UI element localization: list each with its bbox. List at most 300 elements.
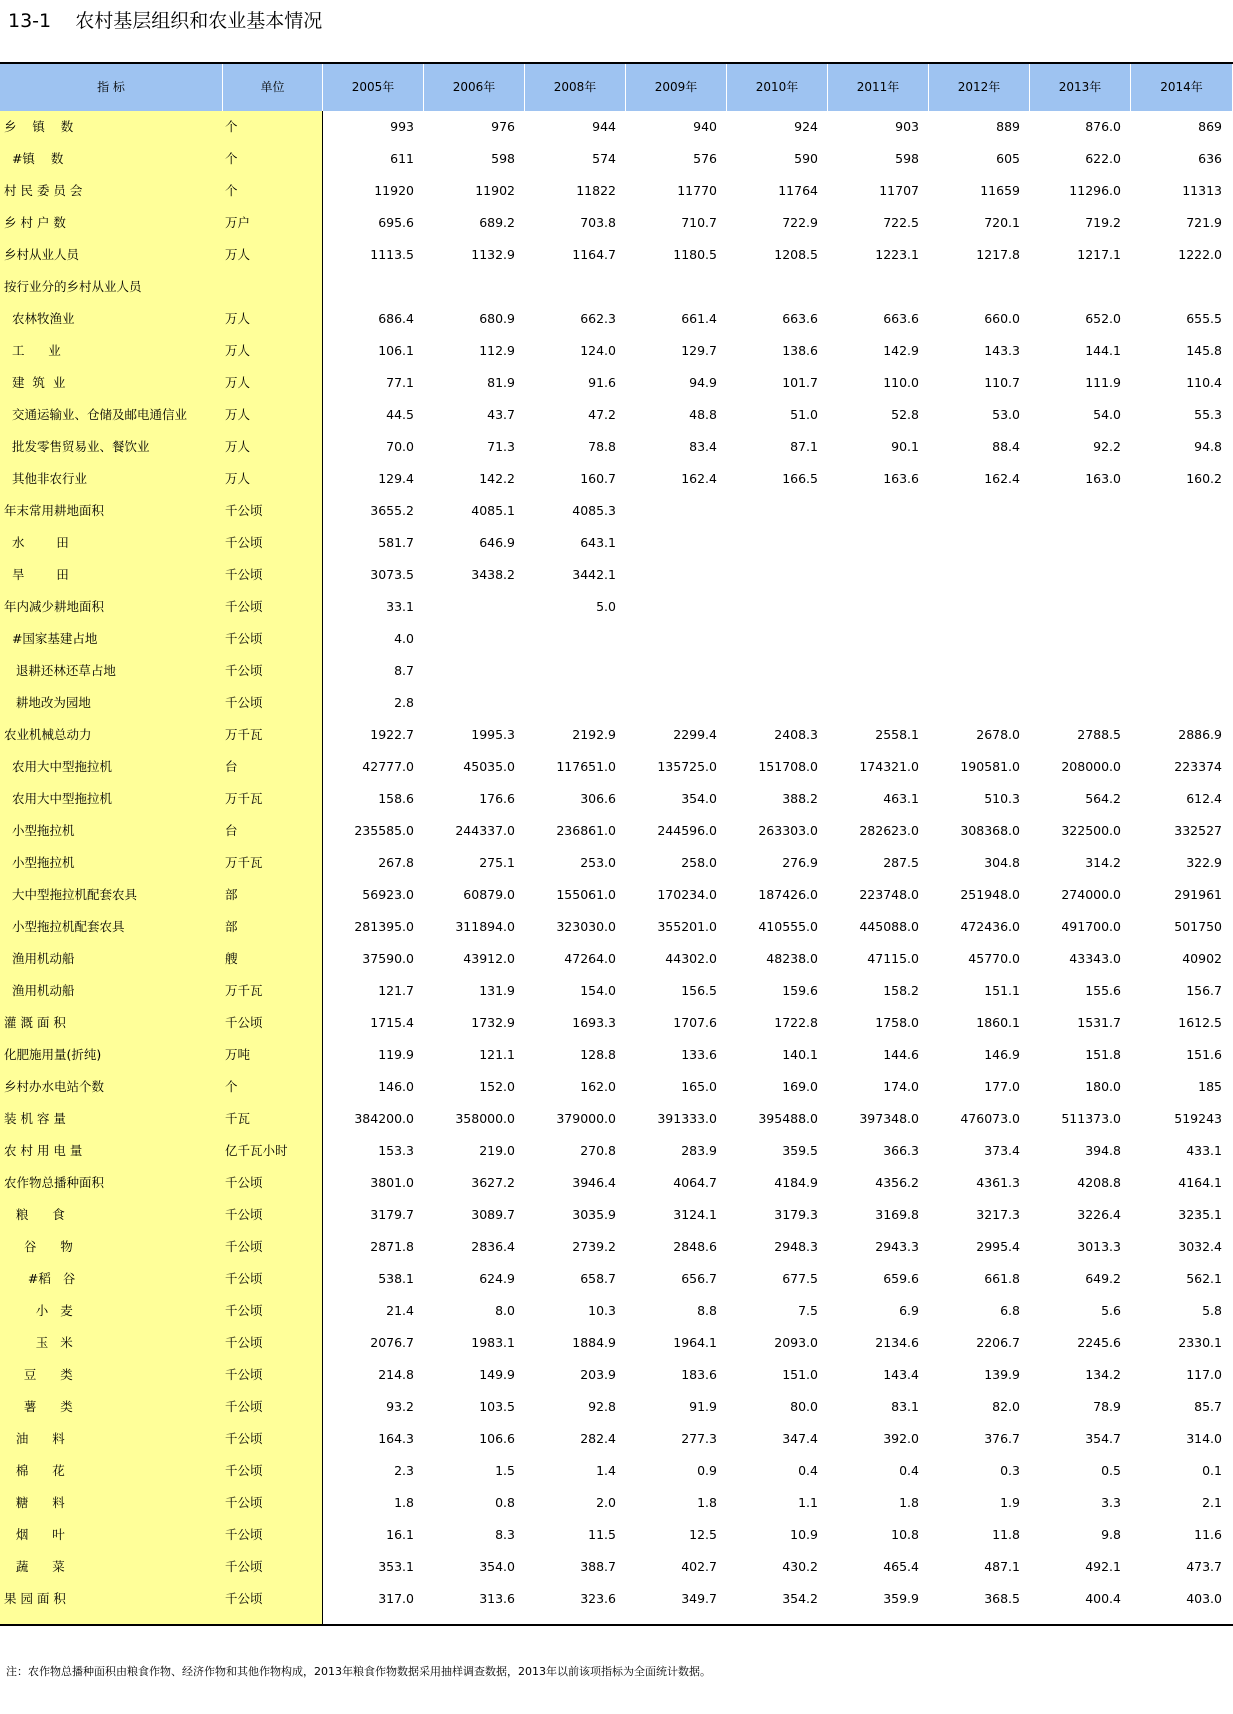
- value-cell: 42777.0: [362, 759, 414, 774]
- row-unit: 万人: [225, 471, 251, 486]
- row-unit: 艘: [225, 951, 238, 966]
- table-row: [0, 367, 1233, 399]
- value-cell: 11707: [879, 183, 919, 198]
- value-cell: 2192.9: [572, 727, 616, 742]
- value-cell: 133.6: [681, 1047, 717, 1062]
- row-unit: 万人: [225, 375, 251, 390]
- value-cell: 463.1: [883, 791, 919, 806]
- value-cell: 322.9: [1186, 855, 1222, 870]
- row-unit: 千瓦: [225, 1111, 251, 1126]
- value-cell: 142.2: [479, 471, 515, 486]
- value-cell: 2.0: [596, 1495, 616, 1510]
- row-unit: 万千瓦: [225, 727, 263, 742]
- value-cell: 590: [794, 151, 818, 166]
- row-unit: 万千瓦: [225, 983, 263, 998]
- row-indicator: #国家基建占地: [4, 631, 98, 646]
- header-year: 2013年: [1030, 64, 1131, 111]
- table-row: [0, 1135, 1233, 1167]
- value-cell: 287.5: [883, 855, 919, 870]
- value-cell: 1860.1: [976, 1015, 1020, 1030]
- table-row: [0, 1487, 1233, 1519]
- row-indicator: 农用大中型拖拉机: [4, 791, 112, 806]
- value-cell: 2848.6: [673, 1239, 717, 1254]
- value-cell: 106.1: [378, 343, 414, 358]
- row-indicator: 农林牧渔业: [4, 311, 75, 326]
- value-cell: 0.4: [899, 1463, 919, 1478]
- table-row: [0, 591, 1233, 623]
- value-cell: 643.1: [580, 535, 616, 550]
- value-cell: 11822: [576, 183, 616, 198]
- value-cell: 2408.3: [774, 727, 818, 742]
- table-row: [0, 1583, 1233, 1615]
- value-cell: 274000.0: [1061, 887, 1121, 902]
- header-indicator: 指 标: [0, 64, 223, 111]
- value-cell: 663.6: [782, 311, 818, 326]
- value-cell: 402.7: [681, 1559, 717, 1574]
- row-indicator: 农业机械总动力: [4, 727, 92, 742]
- row-indicator: 年末常用耕地面积: [4, 503, 105, 518]
- value-cell: 47264.0: [564, 951, 616, 966]
- row-indicator: 果 园 面 积: [4, 1591, 66, 1606]
- value-cell: 384200.0: [354, 1111, 414, 1126]
- value-cell: 354.0: [681, 791, 717, 806]
- value-cell: 78.9: [1093, 1399, 1121, 1414]
- value-cell: 308368.0: [960, 823, 1020, 838]
- value-cell: 3089.7: [471, 1207, 515, 1222]
- value-cell: 283.9: [681, 1143, 717, 1158]
- value-cell: 185: [1198, 1079, 1222, 1094]
- row-unit: 万人: [225, 407, 251, 422]
- row-unit: 千公顷: [225, 1175, 263, 1190]
- table-row: [0, 911, 1233, 943]
- value-cell: 680.9: [479, 311, 515, 326]
- value-cell: 394.8: [1085, 1143, 1121, 1158]
- value-cell: 4184.9: [774, 1175, 818, 1190]
- row-indicator: 小 麦: [4, 1303, 73, 1318]
- row-indicator: 乡村从业人员: [4, 247, 80, 262]
- value-cell: 3179.7: [370, 1207, 414, 1222]
- value-cell: 164.3: [378, 1431, 414, 1446]
- row-unit: 个: [225, 119, 238, 134]
- table-row: [0, 1423, 1233, 1455]
- value-cell: 10.9: [790, 1527, 818, 1542]
- value-cell: 4208.8: [1077, 1175, 1121, 1190]
- value-cell: 3235.1: [1178, 1207, 1222, 1222]
- value-cell: 2299.4: [673, 727, 717, 742]
- value-cell: 695.6: [378, 215, 414, 230]
- value-cell: 176.6: [479, 791, 515, 806]
- value-cell: 2330.1: [1178, 1335, 1222, 1350]
- value-cell: 1758.0: [875, 1015, 919, 1030]
- value-cell: 11770: [677, 183, 717, 198]
- value-cell: 719.2: [1085, 215, 1121, 230]
- value-cell: 45035.0: [463, 759, 515, 774]
- value-cell: 2134.6: [875, 1335, 919, 1350]
- value-cell: 129.4: [378, 471, 414, 486]
- value-cell: 1.9: [1000, 1495, 1020, 1510]
- value-cell: 54.0: [1093, 407, 1121, 422]
- value-cell: 658.7: [580, 1271, 616, 1286]
- value-cell: 253.0: [580, 855, 616, 870]
- value-cell: 0.3: [1000, 1463, 1020, 1478]
- value-cell: 2.3: [394, 1463, 414, 1478]
- value-cell: 11659: [980, 183, 1020, 198]
- row-unit: 部: [225, 887, 238, 902]
- row-unit: 千公顷: [225, 695, 263, 710]
- value-cell: 47.2: [588, 407, 616, 422]
- row-indicator: 化肥施用量(折纯): [4, 1047, 102, 1062]
- row-indicator: 烟 叶: [4, 1527, 65, 1542]
- value-cell: 510.3: [984, 791, 1020, 806]
- value-cell: 170234.0: [657, 887, 717, 902]
- value-cell: 313.6: [479, 1591, 515, 1606]
- value-cell: 11313: [1182, 183, 1222, 198]
- value-cell: 78.8: [588, 439, 616, 454]
- table-row: [0, 879, 1233, 911]
- value-cell: 149.9: [479, 1367, 515, 1382]
- value-cell: 2093.0: [774, 1335, 818, 1350]
- value-cell: 160.2: [1186, 471, 1222, 486]
- value-cell: 10.8: [891, 1527, 919, 1542]
- table-row: [0, 1167, 1233, 1199]
- row-indicator: 农用大中型拖拉机: [4, 759, 112, 774]
- value-cell: 165.0: [681, 1079, 717, 1094]
- value-cell: 359.5: [782, 1143, 818, 1158]
- value-cell: 282623.0: [859, 823, 919, 838]
- row-indicator: 批发零售贸易业、餐饮业: [4, 439, 150, 454]
- row-indicator: 耕地改为园地: [4, 695, 91, 710]
- row-indicator: 农 村 用 电 量: [4, 1143, 83, 1158]
- value-cell: 3946.4: [572, 1175, 616, 1190]
- row-unit: 千公顷: [225, 1271, 263, 1286]
- value-cell: 2948.3: [774, 1239, 818, 1254]
- value-cell: 153.3: [378, 1143, 414, 1158]
- value-cell: 80.0: [790, 1399, 818, 1414]
- value-cell: 1208.5: [774, 247, 818, 262]
- value-cell: 93.2: [386, 1399, 414, 1414]
- value-cell: 4085.1: [471, 503, 515, 518]
- value-cell: 511373.0: [1061, 1111, 1121, 1126]
- value-cell: 1217.1: [1077, 247, 1121, 262]
- value-cell: 117.0: [1186, 1367, 1222, 1382]
- table-row: [0, 463, 1233, 495]
- value-cell: 7.5: [798, 1303, 818, 1318]
- value-cell: 323.6: [580, 1591, 616, 1606]
- row-indicator: 糖 料: [4, 1495, 65, 1510]
- value-cell: 166.5: [782, 471, 818, 486]
- value-cell: 282.4: [580, 1431, 616, 1446]
- value-cell: 624.9: [479, 1271, 515, 1286]
- header-year: 2006年: [424, 64, 525, 111]
- table-row: [0, 431, 1233, 463]
- value-cell: 44302.0: [665, 951, 717, 966]
- table-row: [0, 1007, 1233, 1039]
- table-row: [0, 143, 1233, 175]
- value-cell: 158.2: [883, 983, 919, 998]
- value-cell: 501750: [1174, 919, 1222, 934]
- table-row: [0, 175, 1233, 207]
- value-cell: 1995.3: [471, 727, 515, 742]
- value-cell: 314.0: [1186, 1431, 1222, 1446]
- value-cell: 180.0: [1085, 1079, 1121, 1094]
- value-cell: 55.3: [1194, 407, 1222, 422]
- value-cell: 244337.0: [455, 823, 515, 838]
- value-cell: 85.7: [1194, 1399, 1222, 1414]
- value-cell: 1922.7: [370, 727, 414, 742]
- row-unit: 千公顷: [225, 503, 263, 518]
- value-cell: 11764: [778, 183, 818, 198]
- value-cell: 720.1: [984, 215, 1020, 230]
- value-cell: 244596.0: [657, 823, 717, 838]
- value-cell: 77.1: [386, 375, 414, 390]
- row-unit: 千公顷: [225, 1559, 263, 1574]
- value-cell: 304.8: [984, 855, 1020, 870]
- row-indicator: 年内减少耕地面积: [4, 599, 105, 614]
- value-cell: 1531.7: [1077, 1015, 1121, 1030]
- value-cell: 2558.1: [875, 727, 919, 742]
- value-cell: 145.8: [1186, 343, 1222, 358]
- value-cell: 476073.0: [960, 1111, 1020, 1126]
- value-cell: 70.0: [386, 439, 414, 454]
- row-unit: 千公顷: [225, 1335, 263, 1350]
- value-cell: 354.7: [1085, 1431, 1121, 1446]
- value-cell: 659.6: [883, 1271, 919, 1286]
- value-cell: 4064.7: [673, 1175, 717, 1190]
- value-cell: 152.0: [479, 1079, 515, 1094]
- value-cell: 134.2: [1085, 1367, 1121, 1382]
- value-cell: 219.0: [479, 1143, 515, 1158]
- value-cell: 1715.4: [370, 1015, 414, 1030]
- value-cell: 0.4: [798, 1463, 818, 1478]
- row-indicator: 粮 食: [4, 1207, 65, 1222]
- value-cell: 177.0: [984, 1079, 1020, 1094]
- value-cell: 151.8: [1085, 1047, 1121, 1062]
- value-cell: 538.1: [378, 1271, 414, 1286]
- value-cell: 4361.3: [976, 1175, 1020, 1190]
- value-cell: 605: [996, 151, 1020, 166]
- table-row: [0, 719, 1233, 751]
- row-unit: 千公顷: [225, 1399, 263, 1414]
- value-cell: 110.7: [984, 375, 1020, 390]
- table-row: [0, 239, 1233, 271]
- row-indicator: 棉 花: [4, 1463, 65, 1478]
- table-row: [0, 1359, 1233, 1391]
- value-cell: 83.1: [891, 1399, 919, 1414]
- value-cell: 56923.0: [362, 887, 414, 902]
- value-cell: 11.5: [588, 1527, 616, 1542]
- value-cell: 1113.5: [370, 247, 414, 262]
- value-cell: 151.0: [782, 1367, 818, 1382]
- value-cell: 44.5: [386, 407, 414, 422]
- value-cell: 3627.2: [471, 1175, 515, 1190]
- value-cell: 388.7: [580, 1559, 616, 1574]
- row-indicator: 按行业分的乡村从业人员: [4, 279, 142, 294]
- table-row: [0, 687, 1233, 719]
- value-cell: 2836.4: [471, 1239, 515, 1254]
- value-cell: 143.3: [984, 343, 1020, 358]
- row-indicator: 村 民 委 员 会: [4, 183, 83, 198]
- row-indicator: 玉 米: [4, 1335, 73, 1350]
- value-cell: 174321.0: [859, 759, 919, 774]
- row-unit: 千公顷: [225, 1495, 263, 1510]
- value-cell: 646.9: [479, 535, 515, 550]
- header-year: 2009年: [626, 64, 727, 111]
- table-row: [0, 815, 1233, 847]
- value-cell: 403.0: [1186, 1591, 1222, 1606]
- value-cell: 51.0: [790, 407, 818, 422]
- value-cell: 135725.0: [657, 759, 717, 774]
- value-cell: 574: [592, 151, 616, 166]
- value-cell: 661.4: [681, 311, 717, 326]
- row-indicator: 渔用机动船: [4, 983, 75, 998]
- value-cell: 91.9: [689, 1399, 717, 1414]
- row-indicator: 农作物总播种面积: [4, 1175, 105, 1190]
- value-cell: 353.1: [378, 1559, 414, 1574]
- footnote: 注：农作物总播种面积由粮食作物、经济作物和其他作物构成，2013年粮食作物数据采用抽样调查数据，2013年以前该项指标为全面统计数据。: [6, 1665, 711, 1678]
- table-row: [0, 335, 1233, 367]
- row-indicator: 小型拖拉机: [4, 855, 75, 870]
- value-cell: 12.5: [689, 1527, 717, 1542]
- value-cell: 0.1: [1202, 1463, 1222, 1478]
- value-cell: 151708.0: [758, 759, 818, 774]
- value-cell: 106.6: [479, 1431, 515, 1446]
- value-cell: 143.4: [883, 1367, 919, 1382]
- value-cell: 4085.3: [572, 503, 616, 518]
- value-cell: 322500.0: [1061, 823, 1121, 838]
- value-cell: 323030.0: [556, 919, 616, 934]
- row-unit: 万人: [225, 311, 251, 326]
- value-cell: 169.0: [782, 1079, 818, 1094]
- value-cell: 33.1: [386, 599, 414, 614]
- value-cell: 721.9: [1186, 215, 1222, 230]
- value-cell: 162.0: [580, 1079, 616, 1094]
- value-cell: 5.8: [1202, 1303, 1222, 1318]
- value-cell: 562.1: [1186, 1271, 1222, 1286]
- value-cell: 71.3: [487, 439, 515, 454]
- value-cell: 53.0: [992, 407, 1020, 422]
- value-cell: 174.0: [883, 1079, 919, 1094]
- row-indicator: 小型拖拉机配套农具: [4, 919, 125, 934]
- value-cell: 1693.3: [572, 1015, 616, 1030]
- value-cell: 703.8: [580, 215, 616, 230]
- value-cell: 492.1: [1085, 1559, 1121, 1574]
- value-cell: 649.2: [1085, 1271, 1121, 1286]
- value-cell: 1.8: [394, 1495, 414, 1510]
- row-unit: 部: [225, 919, 238, 934]
- value-cell: 376.7: [984, 1431, 1020, 1446]
- value-cell: 258.0: [681, 855, 717, 870]
- value-cell: 3169.8: [875, 1207, 919, 1222]
- table-row: [0, 1391, 1233, 1423]
- value-cell: 43.7: [487, 407, 515, 422]
- value-cell: 1884.9: [572, 1335, 616, 1350]
- value-cell: 112.9: [479, 343, 515, 358]
- table-row: [0, 559, 1233, 591]
- row-unit: 千公顷: [225, 1207, 263, 1222]
- value-cell: 155.6: [1085, 983, 1121, 998]
- value-cell: 276.9: [782, 855, 818, 870]
- row-unit: 千公顷: [225, 1015, 263, 1030]
- row-indicator: 油 料: [4, 1431, 65, 1446]
- value-cell: 124.0: [580, 343, 616, 358]
- value-cell: 37590.0: [362, 951, 414, 966]
- value-cell: 82.0: [992, 1399, 1020, 1414]
- table-row: [0, 1039, 1233, 1071]
- table-row: [0, 1295, 1233, 1327]
- value-cell: 2788.5: [1077, 727, 1121, 742]
- value-cell: 1.8: [899, 1495, 919, 1510]
- value-cell: 0.5: [1101, 1463, 1121, 1478]
- value-cell: 317.0: [378, 1591, 414, 1606]
- value-cell: 379000.0: [556, 1111, 616, 1126]
- value-cell: 60879.0: [463, 887, 515, 902]
- row-unit: 万吨: [225, 1047, 251, 1062]
- value-cell: 722.5: [883, 215, 919, 230]
- row-unit: 千公顷: [225, 1303, 263, 1318]
- row-unit: 千公顷: [225, 1591, 263, 1606]
- value-cell: 944: [592, 119, 616, 134]
- header-year: 2014年: [1131, 64, 1233, 111]
- value-cell: 636: [1198, 151, 1222, 166]
- value-cell: 3655.2: [370, 503, 414, 518]
- header-year: 2010年: [727, 64, 828, 111]
- value-cell: 11296.0: [1069, 183, 1121, 198]
- table-row: [0, 943, 1233, 975]
- value-cell: 129.7: [681, 343, 717, 358]
- value-cell: 111.9: [1085, 375, 1121, 390]
- value-cell: 314.2: [1085, 855, 1121, 870]
- table-row: [0, 847, 1233, 879]
- value-cell: 121.1: [479, 1047, 515, 1062]
- row-unit: 亿千瓦小时: [225, 1143, 288, 1158]
- row-indicator: 薯 类: [4, 1399, 73, 1414]
- value-cell: 223374: [1174, 759, 1222, 774]
- value-cell: 611: [390, 151, 414, 166]
- value-cell: 1.5: [495, 1463, 515, 1478]
- value-cell: 612.4: [1186, 791, 1222, 806]
- value-cell: 689.2: [479, 215, 515, 230]
- value-cell: 2076.7: [370, 1335, 414, 1350]
- value-cell: 0.9: [697, 1463, 717, 1478]
- value-cell: 2206.7: [976, 1335, 1020, 1350]
- value-cell: 3.3: [1101, 1495, 1121, 1510]
- value-cell: 5.0: [596, 599, 616, 614]
- row-unit: 万人: [225, 343, 251, 358]
- table-row: [0, 1519, 1233, 1551]
- value-cell: 10.3: [588, 1303, 616, 1318]
- value-cell: 400.4: [1085, 1591, 1121, 1606]
- value-cell: 491700.0: [1061, 919, 1121, 934]
- value-cell: 214.8: [378, 1367, 414, 1382]
- value-cell: 159.6: [782, 983, 818, 998]
- table-row: [0, 527, 1233, 559]
- value-cell: 2739.2: [572, 1239, 616, 1254]
- table-row: [0, 655, 1233, 687]
- value-cell: 251948.0: [960, 887, 1020, 902]
- row-unit: 千公顷: [225, 1463, 263, 1478]
- value-cell: 354.0: [479, 1559, 515, 1574]
- value-cell: 722.9: [782, 215, 818, 230]
- value-cell: 1223.1: [875, 247, 919, 262]
- header-year: 2011年: [828, 64, 929, 111]
- value-cell: 142.9: [883, 343, 919, 358]
- row-unit: 千公顷: [225, 631, 263, 646]
- value-cell: 1.4: [596, 1463, 616, 1478]
- row-indicator: 工 业: [4, 343, 61, 358]
- value-cell: 144.1: [1085, 343, 1121, 358]
- value-cell: 349.7: [681, 1591, 717, 1606]
- row-indicator: 豆 类: [4, 1367, 73, 1382]
